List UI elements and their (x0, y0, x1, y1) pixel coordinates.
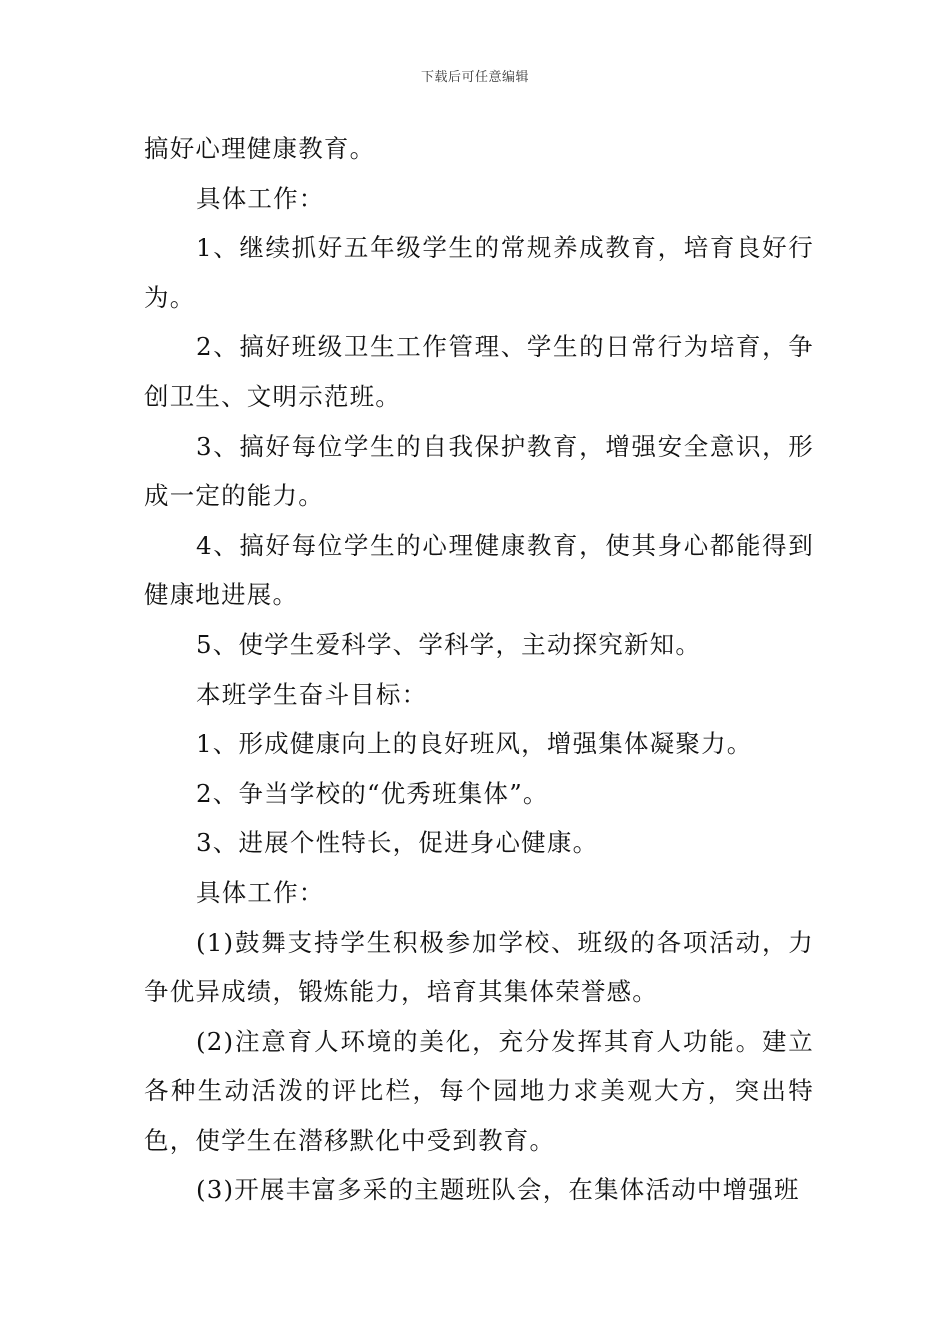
paragraph: 1、形成健康向上的良好班风，增强集体凝聚力。 (196, 729, 753, 759)
paragraph: 本班学生奋斗目标： (196, 679, 428, 709)
paragraph: (3)开展丰富多采的主题班队会，在集体活动中增强班 (196, 1175, 800, 1205)
paragraph: 2、争当学校的“优秀班集体”。 (196, 778, 549, 808)
paragraph: (1)鼓舞支持学生积极参加学校、班级的各项活动，力争优异成绩，锻炼能力，培育其集体荣誉感。 (144, 927, 814, 1007)
paragraph: 4、搞好每位学生的心理健康教育，使其身心都能得到健康地进展。 (144, 530, 814, 610)
paragraph: 2、搞好班级卫生工作管理、学生的日常行为培育，争创卫生、文明示范班。 (144, 332, 814, 411)
paragraph: 具体工作： (196, 183, 325, 213)
paragraph: 1、继续抓好五年级学生的常规养成教育，培育良好行为。 (144, 233, 814, 312)
paragraph: 3、进展个性特长，促进身心健康。 (196, 828, 599, 858)
paragraph: 具体工作： (196, 877, 325, 907)
paragraph: 5、使学生爱科学、学科学，主动探究新知。 (196, 629, 702, 659)
paragraph: (2)注意育人环境的美化，充分发挥其育人功能。建立各种生动活泼的评比栏，每个园地力求美观大方，突出特色，使学生在潜移默化中受到教育。 (144, 1026, 814, 1155)
paragraph: 3、搞好每位学生的自我保护教育，增强安全意识，形成一定的能力。 (144, 431, 814, 511)
page-header: 下载后可任意编辑 (420, 70, 529, 85)
document-body (144, 124, 814, 1215)
paragraph: 搞好心理健康教育。 (144, 134, 376, 163)
